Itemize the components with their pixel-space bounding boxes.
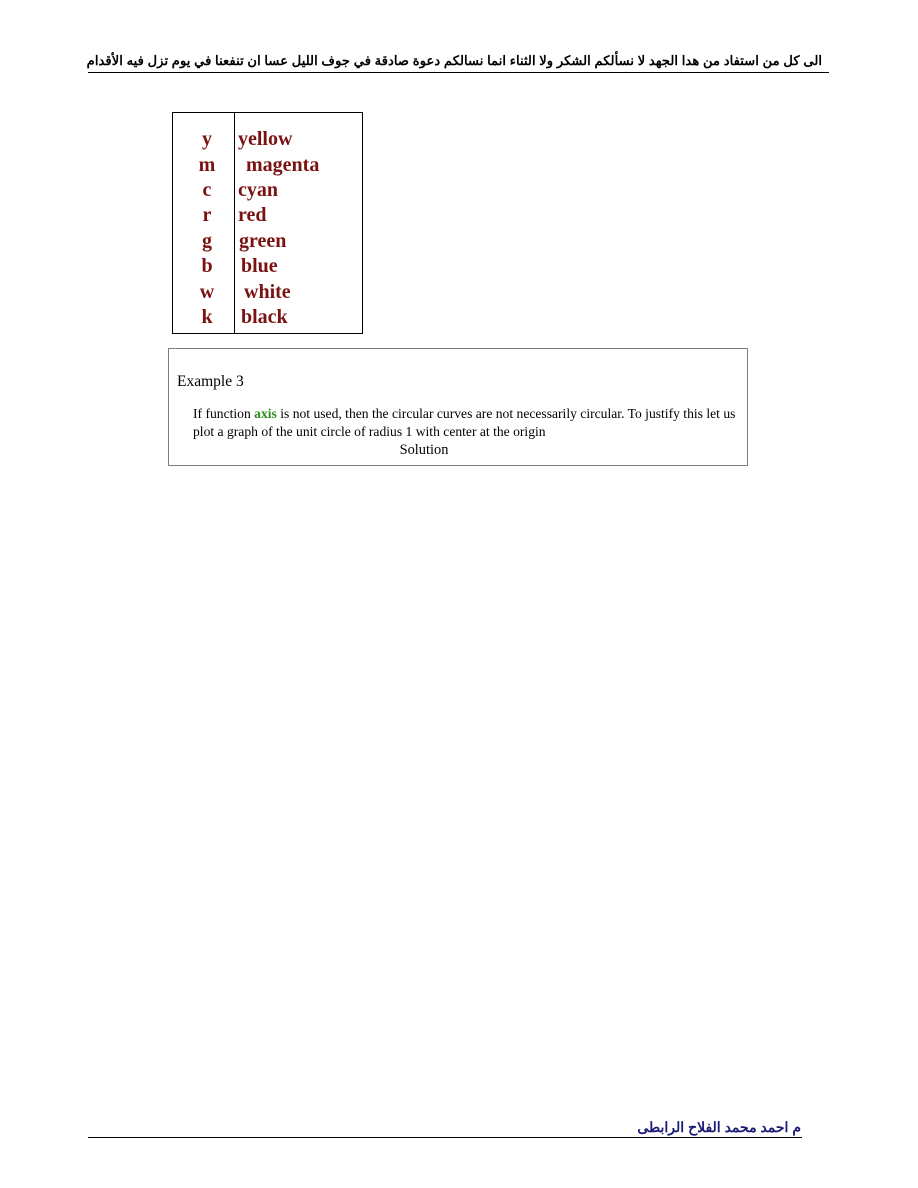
color-name: blue	[241, 255, 278, 277]
color-code: m	[198, 154, 216, 176]
color-name: yellow	[238, 128, 293, 150]
color-name: magenta	[246, 154, 320, 176]
example-box	[168, 348, 748, 466]
header-divider	[88, 72, 829, 73]
table-row	[173, 177, 362, 203]
color-name: black	[241, 306, 288, 328]
color-code: b	[201, 255, 213, 277]
table-row	[173, 202, 362, 228]
color-code: c	[202, 179, 212, 201]
example-text-before: If function	[193, 406, 255, 421]
example-title: Example 3	[177, 373, 244, 390]
table-row	[173, 304, 362, 330]
color-code: y	[202, 128, 212, 150]
footer-divider	[88, 1137, 802, 1138]
table-row	[173, 279, 362, 305]
example-description	[193, 405, 738, 441]
color-name: green	[239, 230, 287, 252]
color-name: red	[238, 204, 267, 226]
solution-label: Solution	[399, 442, 449, 458]
color-code: w	[199, 281, 215, 303]
table-row	[173, 152, 362, 178]
table-row	[173, 253, 362, 279]
page-header-dedication: الى كل من استفاد من هدا الجهد لا نسألكم الشكر ولا الثناء انما نسالكم دعوة صادقة في جوف الليل عسا ان تنفعنا في يوم تزل فيه الأقدام	[86, 53, 822, 68]
color-code: k	[201, 306, 213, 328]
example-text-after: is not used, then the circular curves are not necessarily circular. To justify this let us plot a graph of the unit circle of radius 1 with center at the origin	[193, 406, 736, 439]
table-row	[173, 126, 362, 152]
example-keyword: axis	[254, 406, 277, 421]
color-name: white	[244, 281, 291, 303]
footer-author-name: م احمد محمد الفلاح الرابطى	[637, 1119, 801, 1135]
color-code-table	[172, 112, 363, 334]
color-code: g	[202, 230, 212, 252]
color-name: cyan	[238, 179, 278, 201]
color-code: r	[202, 204, 212, 226]
table-row	[173, 228, 362, 254]
